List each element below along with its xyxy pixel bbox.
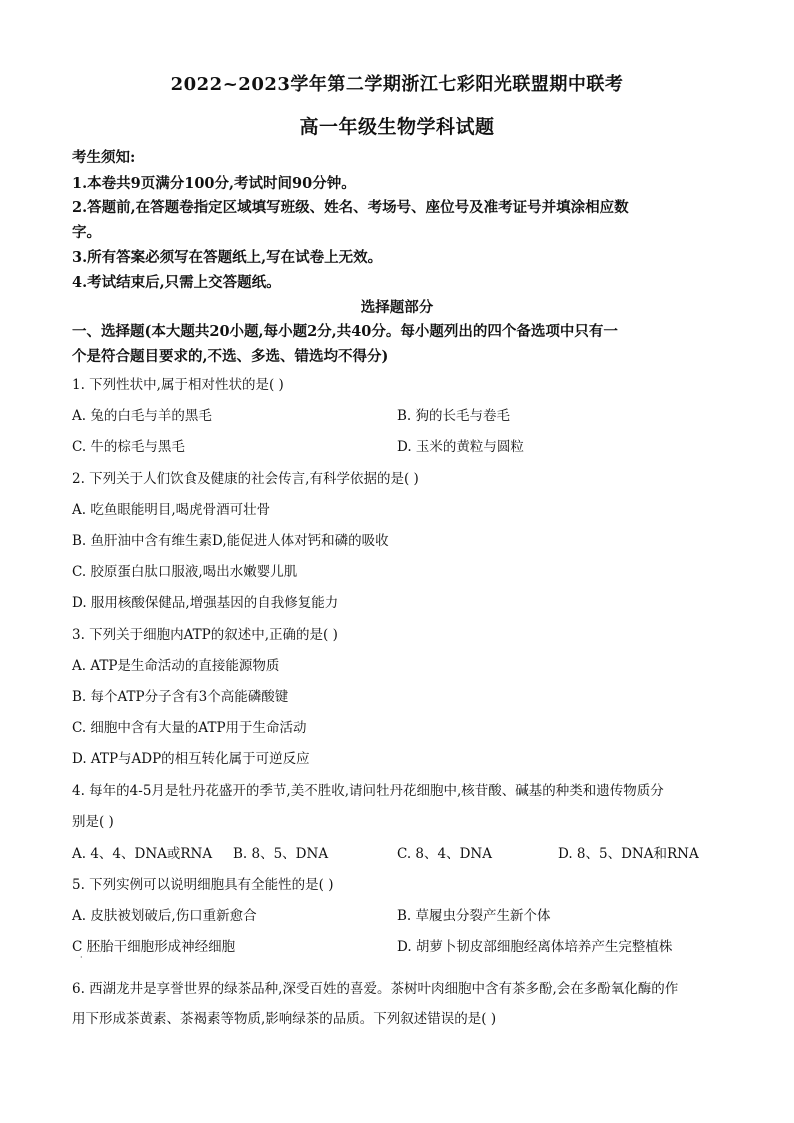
option-a: A. 皮肤被划破后,伤口重新愈合 xyxy=(72,908,257,924)
option-c: C 胚胎干细胞形成神经细胞 xyxy=(72,939,236,955)
notice-item: 1.本卷共9页满分100分,考试时间90分钟。 xyxy=(72,175,356,192)
stray-dot: · xyxy=(80,953,83,962)
option-a: A. 4、4、DNA或RNA xyxy=(72,846,213,862)
question-stem: 用下形成茶黄素、茶褐素等物质,影响绿茶的品质。下列叙述错误的是( ) xyxy=(72,1011,497,1027)
option-d: D. 8、5、DNA和RNA xyxy=(558,846,699,862)
question-stem: 5. 下列实例可以说明细胞具有全能性的是( ) xyxy=(72,877,334,893)
option-c: C. 8、4、DNA xyxy=(397,846,492,862)
section-instructions: 一、选择题(本大题共20小题,每小题2分,共40分。每小题列出的四个备选项中只有一 xyxy=(72,323,618,340)
option-d: D. ATP与ADP的相互转化属于可逆反应 xyxy=(72,751,310,767)
section-instructions: 个是符合题目要求的,不选、多选、错选均不得分) xyxy=(72,348,389,365)
option-c: C. 细胞中含有大量的ATP用于生命活动 xyxy=(72,720,307,736)
option-b: B. 8、5、DNA xyxy=(233,846,329,862)
question-stem: 别是( ) xyxy=(72,814,114,830)
option-d: D. 胡萝卜韧皮部细胞经离体培养产生完整植株 xyxy=(397,939,673,955)
option-b: B. 草履虫分裂产生新个体 xyxy=(397,908,551,924)
exam-subtitle: 高一年级生物学科试题 xyxy=(299,116,495,138)
section-title: 选择题部分 xyxy=(360,299,434,316)
notice-item: 3.所有答案必须写在答题纸上,写在试卷上无效。 xyxy=(72,249,383,266)
option-d: D. 玉米的黄粒与圆粒 xyxy=(397,439,524,455)
question-stem: 6. 西湖龙井是享誉世界的绿茶品种,深受百姓的喜爱。茶树叶肉细胞中含有茶多酚,会在多酚氧化酶的作 xyxy=(72,981,679,997)
notice-item: 4.考试结束后,只需上交答题纸。 xyxy=(72,274,281,291)
option-b: B. 狗的长毛与卷毛 xyxy=(397,408,511,424)
option-a: A. 吃鱼眼能明目,喝虎骨酒可壮骨 xyxy=(72,502,271,518)
question-stem: 1. 下列性状中,属于相对性状的是( ) xyxy=(72,377,284,393)
option-c: C. 胶原蛋白肽口服液,喝出水嫩婴儿肌 xyxy=(72,564,298,580)
question-stem: 2. 下列关于人们饮食及健康的社会传言,有科学依据的是( ) xyxy=(72,471,419,487)
option-b: B. 鱼肝油中含有维生素D,能促进人体对钙和磷的吸收 xyxy=(72,533,389,549)
option-a: A. ATP是生命活动的直接能源物质 xyxy=(72,658,280,674)
notice-heading: 考生须知: xyxy=(72,149,136,166)
question-stem: 4. 每年的4-5月是牡丹花盛开的季节,美不胜收,请问牡丹花细胞中,核苷酸、碱基的种类和遗传物质分 xyxy=(72,783,664,799)
option-b: B. 每个ATP分子含有3个高能磷酸键 xyxy=(72,689,289,705)
question-stem: 3. 下列关于细胞内ATP的叙述中,正确的是( ) xyxy=(72,627,338,643)
option-a: A. 兔的白毛与羊的黑毛 xyxy=(72,408,212,424)
exam-title: 2022~2023学年第二学期浙江七彩阳光联盟期中联考 xyxy=(170,74,624,95)
option-d: D. 服用核酸保健品,增强基因的自我修复能力 xyxy=(72,595,339,611)
notice-item: 2.答题前,在答题卷指定区域填写班级、姓名、考场号、座位号及准考证号并填涂相应数 xyxy=(72,199,629,216)
notice-item: 字。 xyxy=(72,224,101,241)
option-c: C. 牛的棕毛与黑毛 xyxy=(72,439,185,455)
